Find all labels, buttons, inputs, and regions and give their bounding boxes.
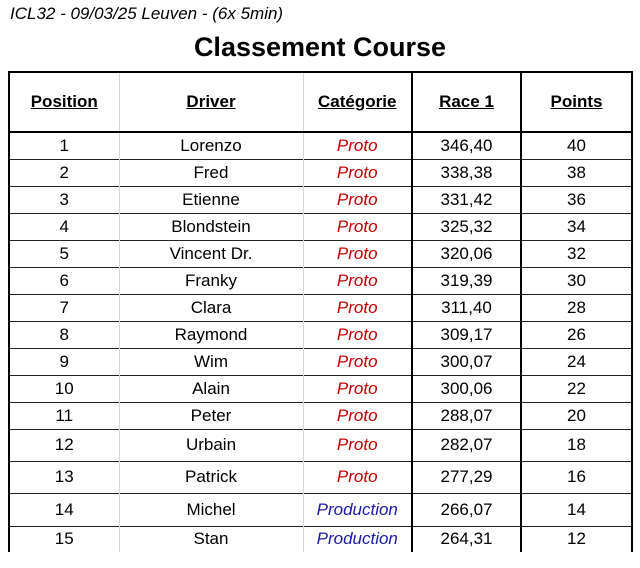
- cell-category: Proto: [303, 429, 412, 461]
- column-header-driver: Driver: [119, 72, 303, 132]
- table-row: [9, 375, 632, 402]
- cell-category: Proto: [303, 159, 412, 186]
- cell-driver: Urbain: [119, 429, 303, 461]
- table-row: [9, 461, 632, 493]
- cell-driver: Clara: [119, 294, 303, 321]
- cell-driver: Etienne: [119, 186, 303, 213]
- results-table: [8, 71, 633, 552]
- cell-points: 40: [521, 132, 632, 159]
- table-row: [9, 267, 632, 294]
- cell-category: Production: [303, 493, 412, 526]
- cell-driver: Fred: [119, 159, 303, 186]
- cell-position: 1: [9, 132, 119, 159]
- cell-points: 26: [521, 321, 632, 348]
- cell-category: Production: [303, 526, 412, 552]
- cell-race-score: 338,38: [412, 159, 521, 186]
- cell-driver: Patrick: [119, 461, 303, 493]
- cell-points: 30: [521, 267, 632, 294]
- event-subtitle: ICL32 - 09/03/25 Leuven - (6x 5min): [10, 4, 284, 23]
- cell-race-score: 288,07: [412, 402, 521, 429]
- cell-race-score: 319,39: [412, 267, 521, 294]
- cell-category: Proto: [303, 240, 412, 267]
- cell-points: 20: [521, 402, 632, 429]
- cell-driver: Raymond: [119, 321, 303, 348]
- cell-position: 13: [9, 461, 119, 493]
- cell-position: 11: [9, 402, 119, 429]
- cell-driver: Alain: [119, 375, 303, 402]
- cell-points: 38: [521, 159, 632, 186]
- cell-race-score: 300,07: [412, 348, 521, 375]
- table-row: [9, 321, 632, 348]
- cell-race-score: 300,06: [412, 375, 521, 402]
- cell-points: 32: [521, 240, 632, 267]
- cell-points: 12: [521, 526, 632, 552]
- column-header-points: Points: [521, 72, 632, 132]
- cell-category: Proto: [303, 186, 412, 213]
- results-body: [9, 132, 632, 552]
- cell-position: 3: [9, 186, 119, 213]
- table-row: [9, 493, 632, 526]
- table-row: [9, 348, 632, 375]
- cell-category: Proto: [303, 213, 412, 240]
- cell-points: 18: [521, 429, 632, 461]
- cell-points: 28: [521, 294, 632, 321]
- cell-race-score: 325,32: [412, 213, 521, 240]
- cell-race-score: 311,40: [412, 294, 521, 321]
- table-header-row: [9, 72, 632, 132]
- cell-position: 15: [9, 526, 119, 552]
- cell-driver: Peter: [119, 402, 303, 429]
- cell-position: 5: [9, 240, 119, 267]
- table-row: [9, 526, 632, 552]
- table-row: [9, 213, 632, 240]
- cell-position: 2: [9, 159, 119, 186]
- cell-points: 22: [521, 375, 632, 402]
- cell-driver: Stan: [119, 526, 303, 552]
- cell-race-score: 266,07: [412, 493, 521, 526]
- cell-category: Proto: [303, 294, 412, 321]
- table-row: [9, 240, 632, 267]
- cell-position: 4: [9, 213, 119, 240]
- cell-race-score: 331,42: [412, 186, 521, 213]
- cell-category: Proto: [303, 267, 412, 294]
- cell-driver: Franky: [119, 267, 303, 294]
- cell-race-score: 346,40: [412, 132, 521, 159]
- cell-position: 6: [9, 267, 119, 294]
- page-title: Classement Course: [193, 32, 447, 62]
- cell-driver: Blondstein: [119, 213, 303, 240]
- column-header-category: Catégorie: [303, 72, 412, 132]
- cell-position: 9: [9, 348, 119, 375]
- cell-position: 10: [9, 375, 119, 402]
- cell-position: 7: [9, 294, 119, 321]
- cell-position: 12: [9, 429, 119, 461]
- cell-race-score: 320,06: [412, 240, 521, 267]
- cell-category: Proto: [303, 375, 412, 402]
- cell-race-score: 282,07: [412, 429, 521, 461]
- table-row: [9, 186, 632, 213]
- table-row: [9, 132, 632, 159]
- cell-category: Proto: [303, 348, 412, 375]
- cell-driver: Vincent Dr.: [119, 240, 303, 267]
- cell-points: 34: [521, 213, 632, 240]
- cell-driver: Lorenzo: [119, 132, 303, 159]
- table-row: [9, 294, 632, 321]
- cell-position: 8: [9, 321, 119, 348]
- table-row: [9, 159, 632, 186]
- cell-points: 14: [521, 493, 632, 526]
- cell-category: Proto: [303, 402, 412, 429]
- cell-category: Proto: [303, 321, 412, 348]
- cell-race-score: 277,29: [412, 461, 521, 493]
- cell-category: Proto: [303, 132, 412, 159]
- cell-points: 36: [521, 186, 632, 213]
- cell-race-score: 309,17: [412, 321, 521, 348]
- cell-driver: Wim: [119, 348, 303, 375]
- table-row: [9, 402, 632, 429]
- cell-category: Proto: [303, 461, 412, 493]
- cell-position: 14: [9, 493, 119, 526]
- cell-race-score: 264,31: [412, 526, 521, 552]
- cell-driver: Michel: [119, 493, 303, 526]
- table-row: [9, 429, 632, 461]
- cell-points: 24: [521, 348, 632, 375]
- cell-points: 16: [521, 461, 632, 493]
- column-header-race: Race 1: [412, 72, 521, 132]
- column-header-position: Position: [9, 72, 119, 132]
